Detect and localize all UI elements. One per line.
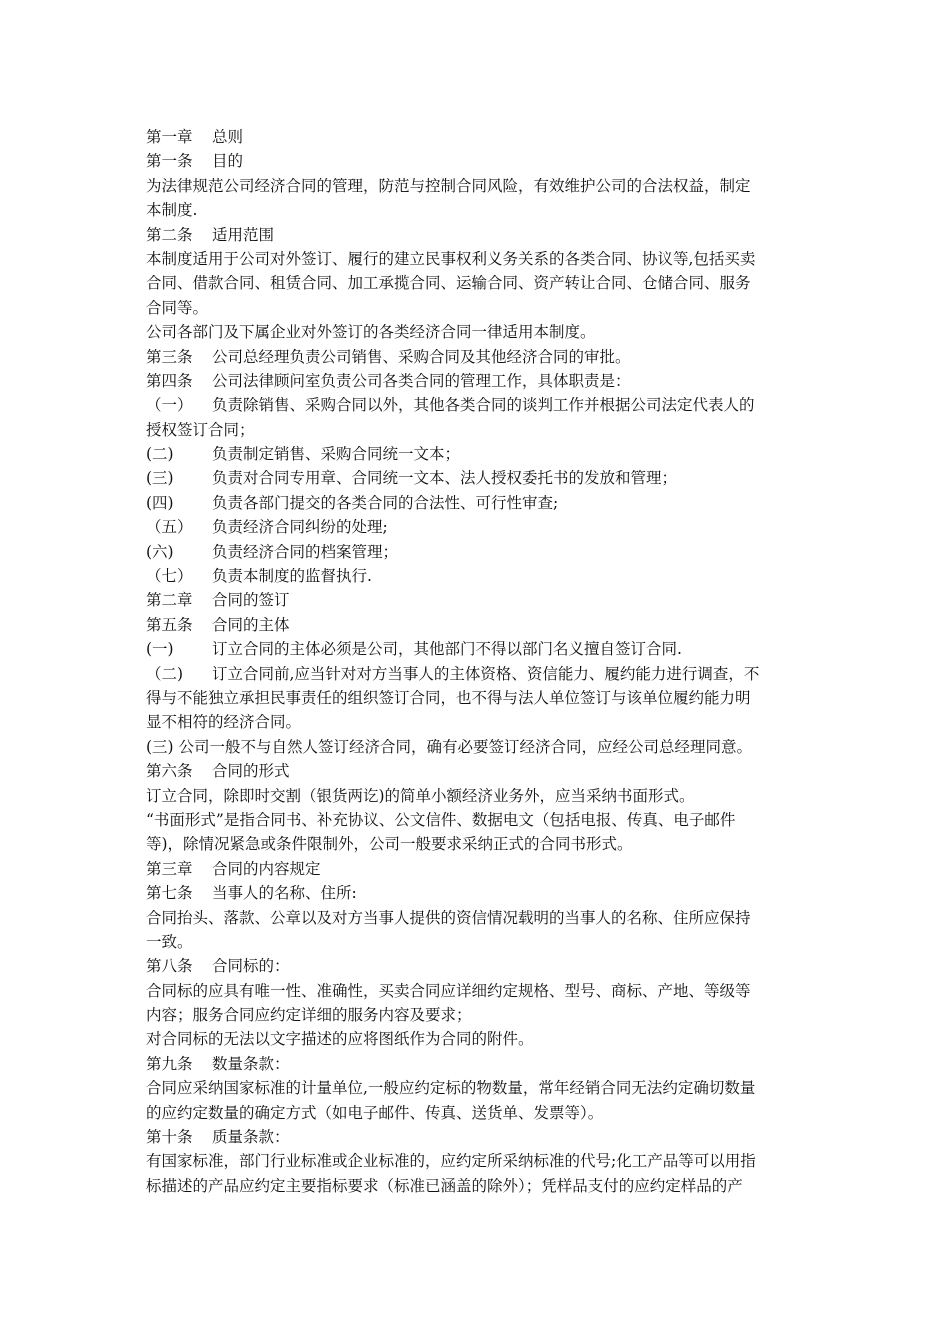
heading-number: 第十条 xyxy=(146,1128,193,1147)
list-item xyxy=(146,466,810,490)
list-item-marker: (一) xyxy=(146,640,174,659)
paragraph-line: 一致。 xyxy=(146,932,193,951)
paragraph-line: 有国家标准，部门行业标准或企业标准的，应约定所采纳标准的代号;化工产品等可以用指 xyxy=(146,1152,756,1171)
heading-text: 公司法律顾问室负责公司各类合同的管理工作，具体职责是： xyxy=(212,371,631,390)
paragraph-line: 合同应采纳国家标准的计量单位,一般应约定标的物数量，常年经销合同无法约定确切数量 xyxy=(146,1079,756,1098)
heading-text: 目的 xyxy=(212,152,244,171)
paragraph-line: “书面形式”是指合同书、补充协议、公文信件、数据电文（包括电报、传真、电子邮件 xyxy=(146,810,736,829)
heading-number: 第一章 xyxy=(146,128,193,146)
heading-text: 当事人的名称、住所: xyxy=(212,884,357,903)
paragraph-line: 的应约定数量的确定方式（如电子邮件、传真、送货单、发票等）。 xyxy=(146,1103,604,1122)
list-item xyxy=(146,637,810,661)
heading-number: 第七条 xyxy=(146,884,193,903)
list-item-text: 负责本制度的监督执行. xyxy=(212,567,372,586)
heading-number: 第九条 xyxy=(146,1054,193,1073)
section-heading xyxy=(146,1052,810,1076)
section-heading xyxy=(146,954,810,978)
list-item-marker: （二) xyxy=(146,664,184,683)
paragraph-line: 为法律规范公司经济合同的管理，防范与控制合同风险，有效维护公司的合法权益，制定 xyxy=(146,176,751,195)
list-item-text: 订立合同的主体必须是公司，其他部门不得以部门名义擅自签订合同. xyxy=(212,640,682,659)
list-item-marker: （七） xyxy=(146,567,193,586)
heading-number: 第二章 xyxy=(146,591,193,610)
heading-number: 第四条 xyxy=(146,371,193,390)
list-item-marker: (三) xyxy=(146,469,174,488)
heading-text: 适用范围 xyxy=(212,225,275,244)
list-item-text: 负责制定销售、采购合同统一文本； xyxy=(212,445,461,464)
paragraph-line: 合同抬头、落款、公章以及对方当事人提供的资信情况载明的当事人的名称、住所应保持 xyxy=(146,908,751,927)
list-item-marker: (二) xyxy=(146,445,174,464)
list-item-marker: (六) xyxy=(146,542,174,561)
heading-text: 合同标的： xyxy=(212,957,290,976)
paragraph-line: 得与不能独立承担民事责任的组织签订合同，也不得与法人单位签订与该单位履约能力明 xyxy=(146,688,751,707)
list-item xyxy=(146,442,810,466)
heading-number: 第五条 xyxy=(146,615,193,634)
section-heading xyxy=(146,613,810,637)
heading-number: 第三条 xyxy=(146,347,193,366)
heading-text: 合同的主体 xyxy=(212,615,290,634)
list-item-marker: （一） xyxy=(146,396,193,415)
list-item-text: 负责经济合同的档案管理； xyxy=(212,542,399,561)
list-item-text: 负责各部门提交的各类合同的合法性、可行性审查; xyxy=(212,493,559,512)
paragraph-line: 订立合同，除即时交割（银货两讫)的简单小额经济业务外，应当采纳书面形式。 xyxy=(146,786,695,805)
list-item xyxy=(146,662,810,686)
document-body xyxy=(146,125,810,1198)
section-heading xyxy=(146,857,810,881)
section-heading xyxy=(146,759,810,783)
heading-number: 第一条 xyxy=(146,152,193,171)
paragraph-line: 对合同标的无法以文字描述的应将图纸作为合同的附件。 xyxy=(146,1030,534,1049)
paragraph-line: 合同标的应具有唯一性、准确性，买卖合同应详细约定规格、型号、商标、产地、等级等 xyxy=(146,981,751,1000)
heading-text: 总则 xyxy=(212,128,244,146)
list-item xyxy=(146,540,810,564)
section-heading xyxy=(146,588,810,612)
paragraph-line: 合同等。 xyxy=(146,298,209,317)
paragraph-line: 授权签订合同； xyxy=(146,420,255,439)
paragraph-line: 本制度适用于公司对外签订、履行的建立民事权利义务关系的各类合同、协议等,包括买卖 xyxy=(146,249,756,268)
list-item xyxy=(146,393,810,417)
heading-number: 第三章 xyxy=(146,859,193,878)
paragraph-line: 内容；服务合同应约定详细的服务内容及要求； xyxy=(146,1006,472,1025)
paragraph-line: 本制度. xyxy=(146,201,198,220)
list-item-text: 负责经济合同纠纷的处理; xyxy=(212,518,388,537)
heading-text: 合同的签订 xyxy=(212,591,290,610)
paragraph-line: 标描述的产品应约定主要指标要求（标准已涵盖的除外）；凭样品支付的应约定样品的产 xyxy=(146,1176,743,1195)
heading-number: 第六条 xyxy=(146,762,193,781)
paragraph-line: 等)，除情况紧急或条件限制外，公司一般要求采纳正式的合同书形式。 xyxy=(146,835,633,854)
section-heading xyxy=(146,345,810,369)
list-item-marker: （五） xyxy=(146,518,193,537)
list-item-text: 订立合同前,应当针对对方当事人的主体资格、资信能力、履约能力进行调查，不 xyxy=(212,664,760,683)
list-item xyxy=(146,564,810,588)
section-heading xyxy=(146,125,810,149)
heading-text: 数量条款： xyxy=(212,1054,290,1073)
heading-text: 质量条款： xyxy=(212,1128,290,1147)
section-heading xyxy=(146,369,810,393)
heading-text: 合同的内容规定 xyxy=(212,859,321,878)
list-item-text: 负责除销售、采购合同以外，其他各类合同的谈判工作并根据公司法定代表人的 xyxy=(212,396,755,415)
heading-text: 公司总经理负责公司销售、采购合同及其他经济合同的审批。 xyxy=(212,347,631,366)
list-item-text: 负责对合同专用章、合同统一文本、法人授权委托书的发放和管理； xyxy=(212,469,678,488)
heading-number: 第八条 xyxy=(146,957,193,976)
list-item-marker: (四) xyxy=(146,493,174,512)
section-heading xyxy=(146,223,810,247)
paragraph-line: 显不相符的经济合同。 xyxy=(146,713,302,732)
section-heading xyxy=(146,1125,810,1149)
paragraph-line: 公司各部门及下属企业对外签订的各类经济合同一律适用本制度。 xyxy=(146,323,596,342)
section-heading xyxy=(146,149,810,173)
paragraph-line: 合同、借款合同、租赁合同、加工承揽合同、运输合同、资产转让合同、仓储合同、服务 xyxy=(146,274,751,293)
list-item xyxy=(146,491,810,515)
heading-number: 第二条 xyxy=(146,225,193,244)
heading-text: 合同的形式 xyxy=(212,762,290,781)
paragraph-line: (三) 公司一般不与自然人签订经济合同，确有必要签订经济合同，应经公司总经理同意。 xyxy=(146,737,753,756)
section-heading xyxy=(146,881,810,905)
list-item xyxy=(146,515,810,539)
